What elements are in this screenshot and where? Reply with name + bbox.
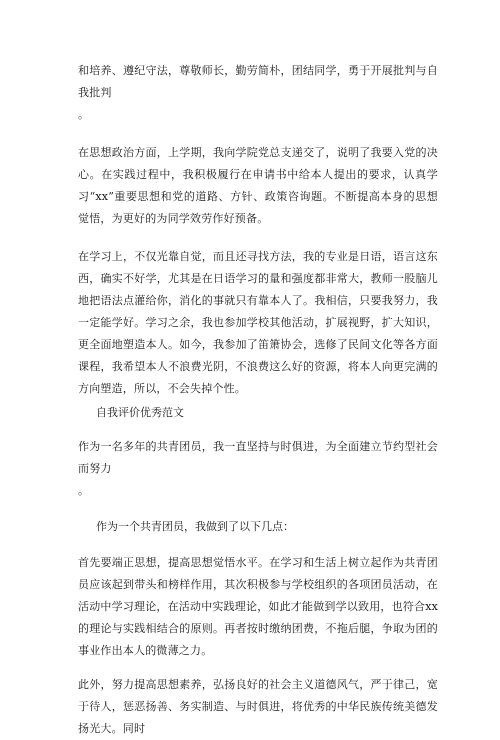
paragraph-5: 首先要端正思想，提高思想觉悟水平。在学习和生活上树立起作为共青团员应该起到带头和榜样作用，其次积极参与学校组织的各项团员活动，在活动中学习理论，在活动中实践理论，如此才能做到学以致用，也符合xx的理论与实践相结合的原则。再者按时缴纳团费，不拖后腿，争取为团的事业作出本人的微薄之力。 xyxy=(78,556,439,657)
paragraph-1: 和培养、遵纪守法，尊敬师长，勤劳简朴，团结同学，勇于开展批判与自我批判 。 xyxy=(78,64,438,121)
paragraph-6: 此外，努力提高思想素养，弘扬良好的社会主义道德风气，严于律己，宽于待人，惩恶扬善、务实制造、与时俱进，将优秀的中华民族传统美德发扬光大。同时 xyxy=(78,678,438,735)
paragraph-2: 在思想政治方面，上学期，我向学院党总支递交了，说明了我要入党的决心。在实践过程中，我积极履行在申请书中给本人提出的要求，认真学习“xx”重要思想和党的道路、方针、政策咨询题。不断提高本身的思想觉悟，为更好的为同学效劳作好预备。 xyxy=(78,146,438,225)
paragraph-3: 在学习上，不仅光靠自觉，而且还寻找方法，我的专业是日语，语言这东西，确实不好学，尤其是在日语学习的量和强度都非常大，教师一股脑儿地把语法点灌给你，消化的事就只有靠本人了。我相信，只要我努力，我一定能学好。学习之余，我也参加学校其他活动，扩展视野，扩大知识，更全面地塑造本人。如今，我参加了笛箫协会，选修了民间文化等各方面课程，我希望本人不浪费光阴，不浪费这么好的资源，将本人向更完满的方向塑造，所以，不会失掉个性。 xyxy=(78,250,438,395)
intro-line: 作为一个共青团员，我做到了以下几点： xyxy=(96,520,294,533)
section-heading: 自我评价优秀范文 xyxy=(96,406,184,419)
paragraph-4: 作为一名多年的共青团员，我一直坚持与时俱进，为全面建立节约型社会而努力 。 xyxy=(78,440,438,497)
